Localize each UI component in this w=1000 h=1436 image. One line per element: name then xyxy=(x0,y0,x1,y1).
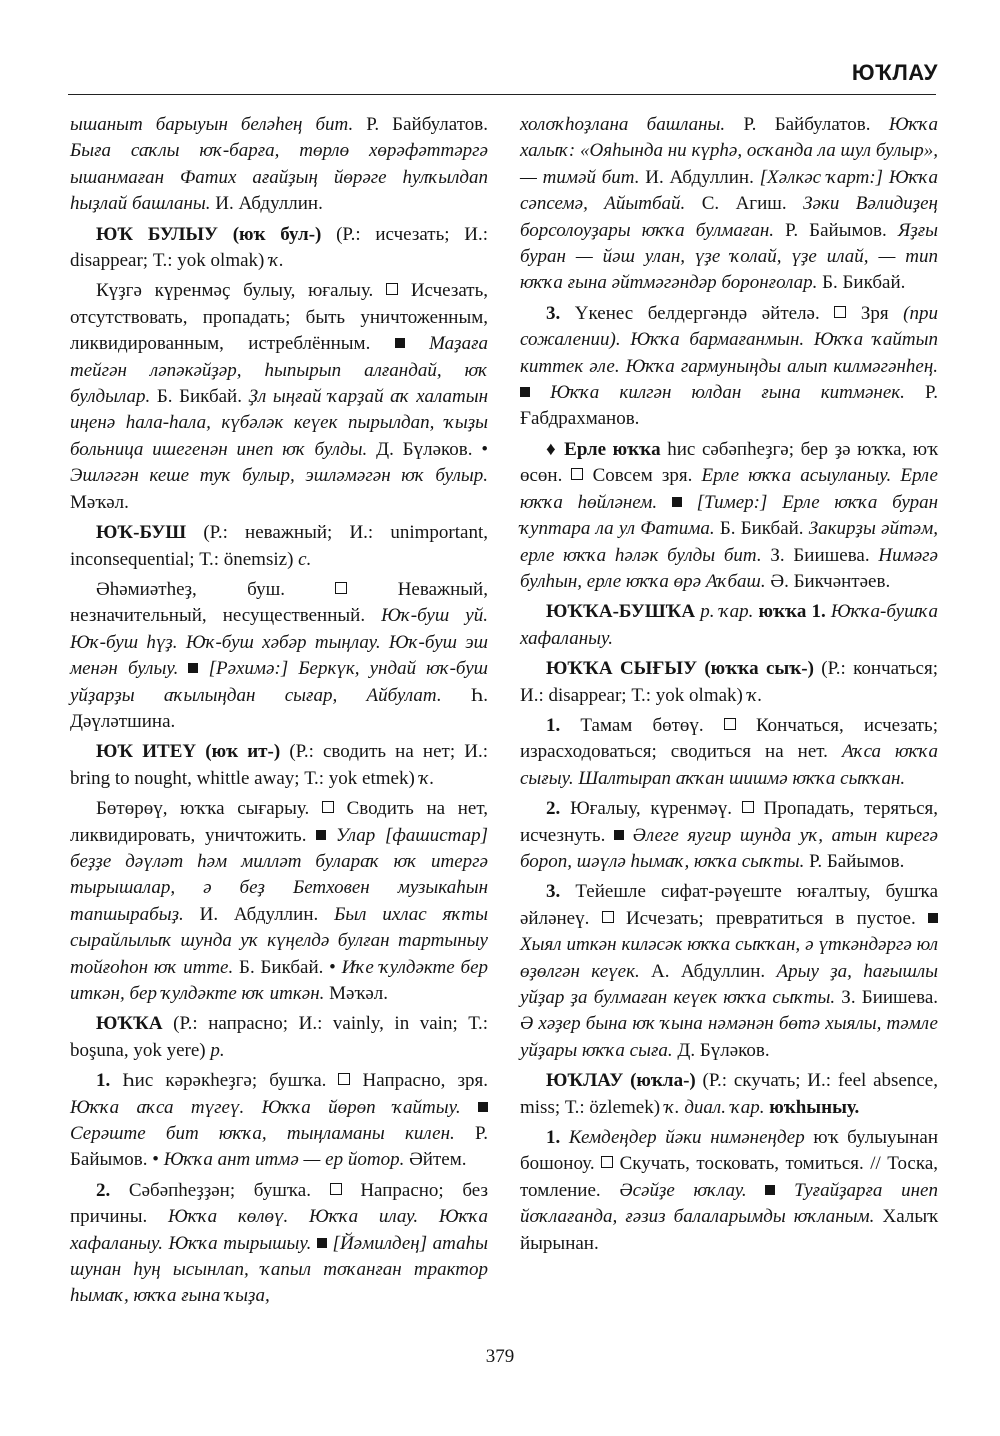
definition-text: З. Биишева. xyxy=(835,987,939,1008)
definition-text: Бөтөрөү, юҡҡа сығарыу. xyxy=(96,798,322,820)
dictionary-paragraph xyxy=(520,1068,938,1121)
definition-text: Р. Байымов. • xyxy=(70,1123,488,1171)
definition-text: Тамам бөтөү. xyxy=(560,714,724,736)
example-text: Әсәйҙе юҡлау. xyxy=(619,1179,747,1201)
dictionary-paragraph xyxy=(70,1178,488,1310)
example-text: Быға саҡлы юҡ-барға, төрлө хөрәфәттәргә ышанмаған Фатих ағайҙың йөрәге һулҡылдап һыҙлай башланы. xyxy=(70,140,488,215)
example-text: Юҡ-буш уй. Юҡ-буш һүҙ. Юҡ-буш хәбәр тыңлау. Юҡ-буш эш менән булыу. xyxy=(70,605,488,680)
example-text: Аҡса юҡҡа сығыу. Шалтырап аҡҡан шишмә юҡҡа сыҡҡан. xyxy=(520,741,938,789)
black-square-marker-icon xyxy=(317,1238,327,1248)
definition-text: (Р.: кончаться; И.: disappear; Т.: yok olmak) xyxy=(520,658,938,706)
example-text: Маҙаға тейгән ләпәкәйҙәр, һыпырып алғандай, юҡ булдылар. xyxy=(70,333,488,408)
white-square-marker-icon xyxy=(602,911,614,923)
example-text: Туғайҙарға инеп йоҡлағанда, ғәзиз балаларымды юҡланым. xyxy=(520,1179,938,1228)
example-text: Улар [фашистар] беҙҙе дәүләт һәм милләт булараҡ юҡ итергә тырышалар, ә беҙ Бетховен музыкаһын тапшырабыҙ. xyxy=(70,824,488,925)
definition-text: Юғалыу, күренмәү. xyxy=(560,798,742,820)
definition-text: Һис кәрәкһеҙгә; бушҡа. xyxy=(110,1070,339,1092)
example-text: Яҙғы буран — йәш улан, үҙе ҡолай, үҙе илай, — тип юҡҡа ғына әйтмәгәндәр боронғолар. xyxy=(520,219,939,294)
definition-text: Д. Бүләков. xyxy=(672,1039,770,1061)
continued-paragraph xyxy=(520,112,938,297)
definition-text xyxy=(747,1180,766,1201)
definition-text: Күҙгә күренмәҫ булыу, юғалыу. xyxy=(96,280,387,302)
definition-text: Исчезать, отсутствовать, пропадать; быть уничтоженным, ликвидированным, истреблённым. xyxy=(70,280,488,355)
continued-paragraph xyxy=(70,112,488,218)
white-square-marker-icon xyxy=(386,283,398,295)
example-text: ҡ. xyxy=(747,684,763,706)
dictionary-paragraph xyxy=(70,1068,488,1174)
black-square-marker-icon xyxy=(765,1185,775,1195)
headword: 1. xyxy=(546,714,561,736)
example-text: Иҡе ҡулдәкте бер иткән, бер ҡулдәкте юҡ иткән. xyxy=(70,956,489,1004)
headword: ЮҠ ИТЕҮ (юҡ ит-) xyxy=(96,741,281,763)
example-text: [Хәлкәс ҡарт:] Юҡҡа сәпсемә, Айытбай. xyxy=(520,166,938,215)
dictionary-paragraph xyxy=(520,879,938,1064)
example-text: р. ҡар. xyxy=(695,601,759,623)
definition-text: Сәбәпһеҙҙән; бушҡа. xyxy=(110,1179,330,1201)
left-column xyxy=(70,112,488,1310)
definition-text: Р. Байбулатов. xyxy=(725,114,889,135)
example-text: Хыял иткән киләсәк юҡҡа сыҡҡан, ә үткәндәргә юл өҙөлгән кеүек. xyxy=(520,934,938,982)
black-square-marker-icon xyxy=(520,387,530,397)
example-text: Нимәгә булһын, ерле юҡҡа өрә Аҡбаш. xyxy=(520,544,938,592)
black-square-marker-icon xyxy=(316,830,326,840)
definition-text: Ә. Бикчәнтәев. xyxy=(765,570,891,592)
definition-text: Б. Бикбай. xyxy=(150,386,249,408)
dictionary-paragraph xyxy=(70,796,488,1007)
definition-text: Халыҡ йырынан. xyxy=(520,1206,938,1254)
definition-text: Р. Байбулатов. xyxy=(353,114,488,135)
dictionary-paragraph xyxy=(70,278,488,516)
example-text: Ерле юҡҡа асыуланыу. Ерле юҡҡа һөйләнем. xyxy=(520,465,938,513)
dictionary-paragraph xyxy=(520,1125,938,1257)
headword: ЮҠҠА-БУШҠА xyxy=(546,601,696,623)
example-text: Был ихлас яҡты сырайлылыҡ шунда уҡ күңелдә булған тартыныу тойғоһон юҡ итте. xyxy=(70,903,488,978)
headword: 3. xyxy=(546,881,561,903)
example-text: ышаныт барыуын беләһең бит. xyxy=(70,114,354,135)
dictionary-paragraph xyxy=(70,222,488,275)
white-square-marker-icon xyxy=(742,801,754,813)
definition-text xyxy=(461,1097,478,1118)
definition-text: Сводить на нет, ликвидировать, уничтожить. xyxy=(70,798,488,846)
white-square-marker-icon xyxy=(571,468,583,480)
dictionary-paragraph xyxy=(520,301,938,433)
example-text: Юҡҡа ант итмә — ер йотор. xyxy=(163,1149,405,1171)
definition-text xyxy=(178,658,188,679)
example-text: ҡ. xyxy=(269,250,284,272)
example-text: с. xyxy=(298,548,312,570)
example-text: [Йәмилдең] атаһы шунан һуң ысынлап, ҡапыл тоҡанған трактор һымаҡ, юҡҡа ғына ҡыҙа, xyxy=(70,1232,488,1307)
white-square-marker-icon xyxy=(338,1073,350,1085)
dictionary-paragraph xyxy=(520,599,938,652)
example-text: Эшләгән кеше туҡ булыр, эшләмәгән юҡ булыр. xyxy=(70,465,488,487)
definition-text: Д. Бүләков. • xyxy=(367,438,488,460)
headword: ЮҠ БУЛЫУ (юҡ бул-) xyxy=(96,223,322,245)
definition-text: ♦ xyxy=(546,438,565,460)
dictionary-paragraph xyxy=(70,577,488,735)
headword: ЮҠҠА СЫҒЫУ (юҡҡа сыҡ-) xyxy=(546,658,814,680)
definition-text: Скучать, тосковать, томиться. // Тоска, томление. xyxy=(520,1153,938,1201)
headword: 2. xyxy=(546,798,561,820)
black-square-marker-icon xyxy=(478,1102,488,1112)
definition-text: (Р.: напрасно; И.: vainly, in vain; Т.: boşuna, yok yere) xyxy=(70,1013,488,1061)
example-text: Серәште бит юҡҡа, тыңламаны килен. xyxy=(70,1123,455,1145)
example-text: ҡ. xyxy=(419,767,435,789)
definition-text: Әйтем. xyxy=(404,1149,467,1171)
definition-text: Б. Бикбай. xyxy=(817,272,906,294)
example-text: Юҡҡа-бушҡа хафаланыу. xyxy=(520,601,938,649)
dictionary-paragraph xyxy=(70,1011,488,1064)
headword: 1. xyxy=(546,1127,561,1149)
example-text: Юҡҡа аҡса түгеү. Юҡҡа йөрөп ҡайтыу. xyxy=(70,1096,461,1118)
definition-text: һис сәбәпһеҙгә; бер ҙә юҡҡа, юҡ өсөн. xyxy=(520,438,938,487)
definition-text: Әһәмиәтһеҙ, буш. xyxy=(96,578,336,600)
example-text: Арыу ҙа, һағышлы уйҙар ҙа булмаған кеүек юҡҡа сыҡты. xyxy=(520,960,938,1008)
example-text: (при сожалении). Юҡҡа бармағанмын. Юҡҡа ҡайтып киттек әле. Юҡҡа гармуныңды алып килмәгәнһең. xyxy=(520,302,938,377)
definition-text: (Р.: скучать; И.: feel absence, miss; Т.: özlemek) xyxy=(520,1070,938,1118)
example-text: [Рәхимә:] Беркүк, ундай юҡ-буш уйҙарҙы аҡылыңдан сығар, Айбулат. xyxy=(70,658,489,706)
definition-text: Мәҡәл. xyxy=(70,491,129,513)
definition-text: Кончаться, исчезать; израсходоваться; сводиться на нет. xyxy=(520,714,939,763)
definition-text: А. Абдуллин. xyxy=(639,960,777,982)
dictionary-paragraph xyxy=(520,656,938,709)
definition-text: И. Абдуллин. xyxy=(183,903,335,925)
definition-text: Зря xyxy=(846,302,904,324)
dictionary-paragraph xyxy=(520,713,938,792)
example-text: р. xyxy=(210,1039,225,1061)
definition-text: Тейешле сифат-рәүеште юғалтыу, бушҡа әйләнеү. xyxy=(520,881,938,929)
definition-text xyxy=(657,492,672,513)
definition-text: (Р.: исчезать; И.: disappear; Т.: yok olmak) xyxy=(70,223,489,272)
definition-text: Пропадать, теряться, исчезнуть. xyxy=(520,798,938,846)
example-text: Зәки Вәлидиҙең борсолоуҙары юҡҡа булмаған. xyxy=(520,193,938,241)
headword: Ерле юҡҡа xyxy=(564,438,661,460)
definition-text: Б. Бикбай. • xyxy=(233,956,342,978)
page-header-title: ЮҠЛАУ xyxy=(851,60,938,85)
example-text: Юҡҡа халыҡ: «Ояһында ни күрһә, осҡанда ла шул булыр», — тимәй бит. xyxy=(520,114,938,188)
headword: юҡҡа 1. xyxy=(758,601,826,623)
definition-text: (Р.: неважный; И.: unimportant, inconsequential; Т.: önemsiz) xyxy=(70,522,488,570)
example-text: Ҙл ыңғай ҡарҙай аҡ халатын иңенә һала-һала, күбәләк кеүек пырылдап, ҡыҙы больница ишегенән инеп юҡ булды. xyxy=(70,386,488,460)
page-number: 379 xyxy=(485,1346,515,1367)
headword: 3. xyxy=(546,302,561,324)
definition-text: Напрасно; без причины. xyxy=(70,1179,488,1228)
definition-text: юҡ булыуынан бошоноу. xyxy=(520,1127,939,1175)
example-text: Юҡҡа килгән юлдан ғына китмәнек. xyxy=(530,382,905,404)
definition-text xyxy=(560,1127,569,1148)
white-square-marker-icon xyxy=(322,801,334,813)
definition-text: И. Абдуллин. xyxy=(639,166,760,188)
definition-text: С. Агиш. xyxy=(685,193,804,215)
definition-text: Үкенес белдергәндә әйтелә. xyxy=(560,302,835,324)
example-text: Ә хәҙер бына юҡ ҡына нәмәнән бөтә хыялы, тәмле уйҙары юҡҡа сыға. xyxy=(520,1013,938,1061)
headword: ЮҠҠА xyxy=(96,1013,163,1035)
definition-text: Р. Байымов. xyxy=(774,219,898,241)
dictionary-paragraph xyxy=(70,520,488,573)
definition-text: Напрасно, зря. xyxy=(350,1070,488,1092)
definition-text: Һ. Дәүләтшина. xyxy=(70,684,488,732)
dictionary-paragraph xyxy=(70,739,488,792)
white-square-marker-icon xyxy=(724,718,736,730)
example-text: Кемдеңдер йәки нимәнеңдер xyxy=(568,1127,805,1149)
definition-text: Совсем зря. xyxy=(583,465,702,487)
dictionary-paragraph xyxy=(520,437,938,595)
example-text: ҡ. диал. ҡар. xyxy=(664,1096,765,1118)
headword: 1. xyxy=(96,1070,111,1092)
example-text: холоҡһоҙлана башланы. xyxy=(520,114,726,135)
definition-text: Исчезать; превратиться в пустое. xyxy=(613,907,928,929)
definition-text: Р. Байымов. xyxy=(804,850,905,872)
white-square-marker-icon xyxy=(330,1183,342,1195)
black-square-marker-icon xyxy=(614,830,624,840)
example-text: Әлеге яугир шунда уҡ, атын кирегә бороп, шәүлә һымаҡ, юҡҡа сыҡты. xyxy=(520,824,938,872)
black-square-marker-icon xyxy=(395,338,405,348)
definition-text: (Р.: сводить на нет; И.: bring to nought, whittle away; Т.: yok etmek) xyxy=(70,741,488,789)
right-column xyxy=(520,112,938,1257)
example-text: Юҡҡа көлөү. Юҡҡа илау. Юҡҡа хафаланыу. Юҡҡа тырышыу. xyxy=(70,1206,488,1254)
headword: ЮҠЛАУ (юҡла-) xyxy=(546,1070,696,1092)
definition-text: Б. Бикбай. xyxy=(714,518,809,540)
definition-text: Р. Ғабдрахманов. xyxy=(520,382,938,430)
white-square-marker-icon xyxy=(834,306,846,318)
headword: ЮҠ-БУШ xyxy=(96,522,187,544)
white-square-marker-icon xyxy=(335,582,347,594)
definition-text: Неважный, незначительный, несущественный. xyxy=(70,578,488,627)
headword: юҡһыныу. xyxy=(769,1096,860,1118)
definition-text: Мәҡәл. xyxy=(324,983,389,1004)
headword: 2. xyxy=(96,1179,111,1201)
example-text: [Тимер:] Ерле юҡҡа буран ҡуптара ла ул Фатима. xyxy=(520,491,939,540)
definition-text: З. Биишева. xyxy=(761,544,879,566)
black-square-marker-icon xyxy=(672,497,682,507)
definition-text: И. Абдуллин. xyxy=(210,193,323,215)
header-divider xyxy=(68,94,936,95)
black-square-marker-icon xyxy=(188,663,198,673)
example-text: Закирҙы әйтәм, ерле юҡҡа һәләк булды бит. xyxy=(520,518,938,566)
dictionary-paragraph xyxy=(520,796,938,875)
black-square-marker-icon xyxy=(928,913,938,923)
white-square-marker-icon xyxy=(601,1156,613,1168)
